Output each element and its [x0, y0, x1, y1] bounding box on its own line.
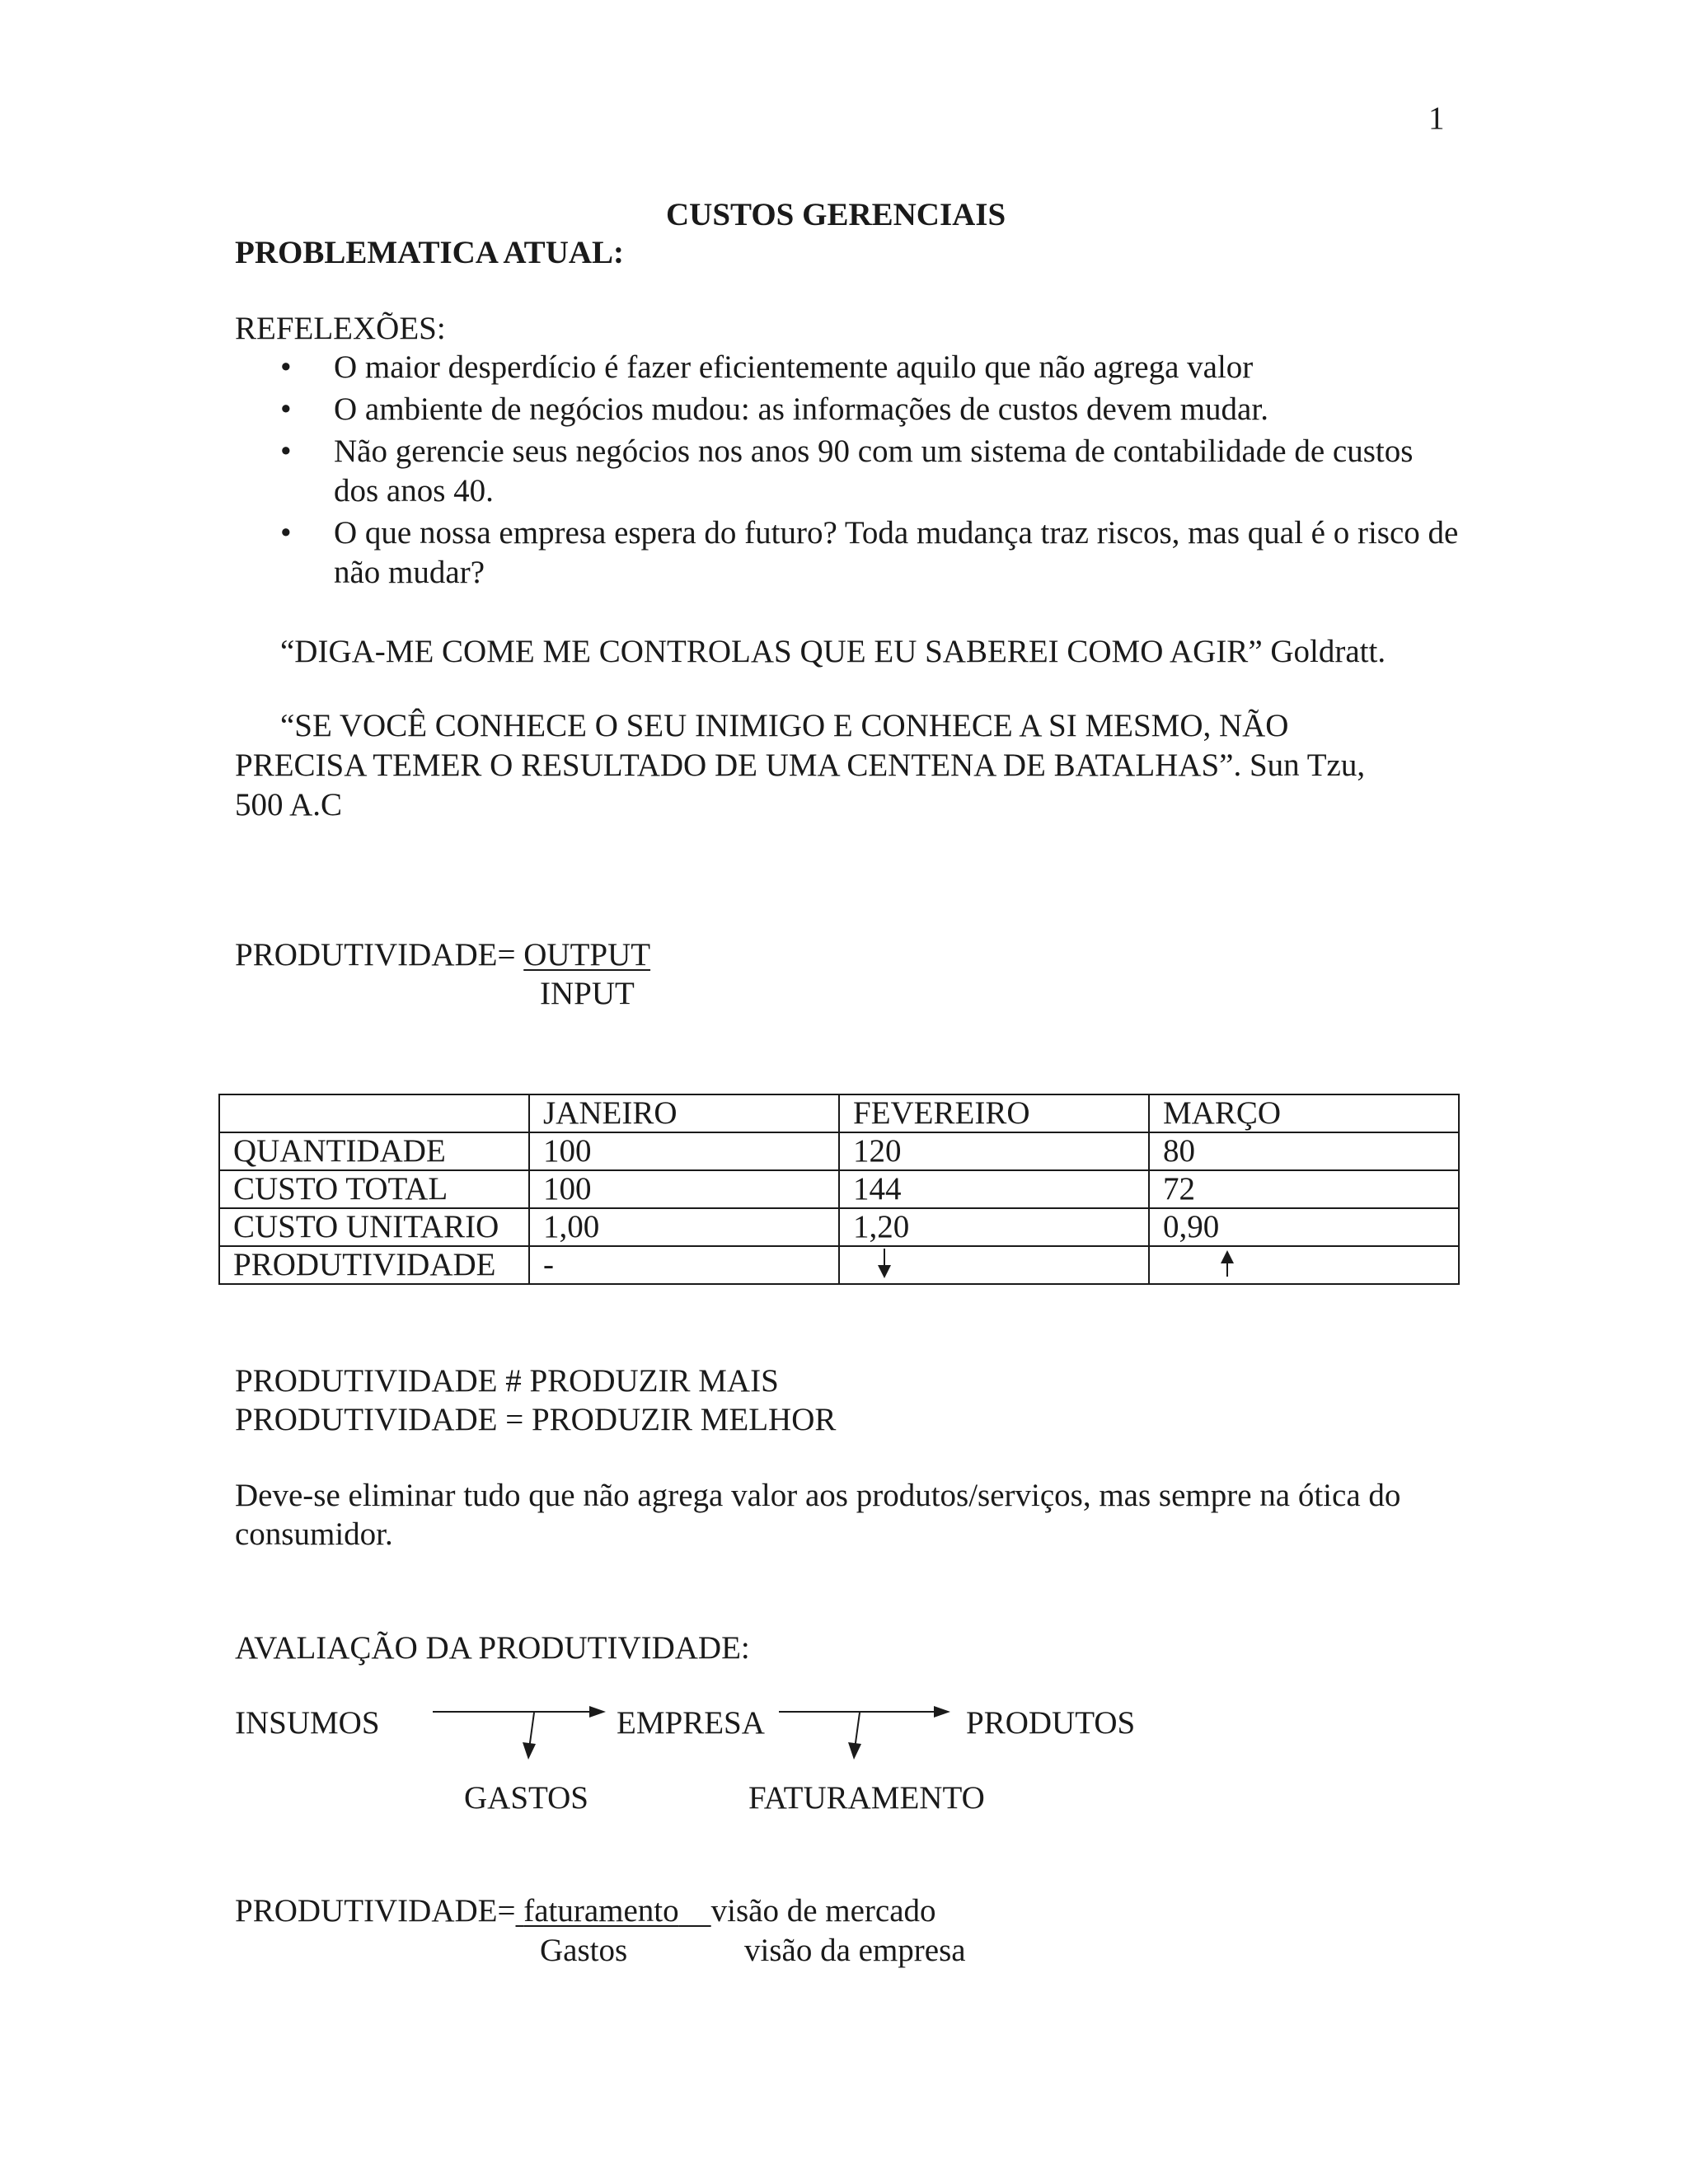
table-cell: 1,00: [529, 1208, 839, 1246]
quote-suntzu-line-1: “SE VOCÊ CONHECE O SEU INIMIGO E CONHECE A SI MESMO, NÃO: [280, 708, 1289, 743]
arrow-right-icon: [433, 1706, 606, 1718]
list-item: • O maior desperdício é fazer eficientemente aquilo que não agrega valor: [280, 348, 1459, 387]
formula-productivity-market: [235, 1891, 936, 1931]
table-cell: 0,90: [1149, 1208, 1459, 1246]
section-subtitle: PROBLEMATICA ATUAL:: [235, 235, 625, 270]
document-title: CUSTOS GERENCIAIS: [666, 197, 1006, 232]
flow-produtos: PRODUTOS: [966, 1705, 1136, 1741]
evaluation-heading: AVALIAÇÃO DA PRODUTIVIDADE:: [235, 1630, 750, 1666]
bullet-icon: •: [280, 515, 292, 551]
flow-gastos: GASTOS: [464, 1780, 588, 1816]
formula2-label: PRODUTIVIDADE=: [235, 1893, 516, 1929]
formula2-denominator: Gastos: [540, 1933, 628, 1968]
table-header-cell: FEVEREIRO: [839, 1094, 1149, 1132]
arrow-down-icon: [523, 1713, 536, 1760]
table-cell: 144: [839, 1170, 1149, 1208]
quote-suntzu-line-2: PRECISA TEMER O RESULTADO DE UMA CENTENA DE BATALHAS”. Sun Tzu,: [235, 748, 1366, 783]
formula-label: PRODUTIVIDADE=: [235, 937, 524, 972]
paragraph-line-1: Deve-se eliminar tudo que não agrega valor aos produtos/serviços, mas sempre na ótica do: [235, 1478, 1401, 1513]
flow-empresa: EMPRESA: [617, 1705, 765, 1741]
formula2-note-bottom: visão da empresa: [744, 1933, 966, 1968]
table-header-cell: MARÇO: [1149, 1094, 1459, 1132]
quote-suntzu-line-3: 500 A.C: [235, 787, 343, 823]
formula-denominator: INPUT: [540, 976, 635, 1011]
list-item: • Não gerencie seus negócios nos anos 90 com um sistema de contabilidade de custos dos anos 40.: [280, 434, 1414, 509]
table-cell: -: [529, 1246, 839, 1284]
paragraph-line-2: consumidor.: [235, 1516, 393, 1552]
bullet-icon: •: [280, 391, 292, 427]
table-cell: PRODUTIVIDADE: [219, 1246, 529, 1284]
table-cell: 72: [1149, 1170, 1459, 1208]
table-cell: CUSTO TOTAL: [219, 1170, 529, 1208]
formula2-note-top: visão de mercado: [710, 1893, 936, 1929]
table-cell: 80: [1149, 1132, 1459, 1170]
list-item: • O que nossa empresa espera do futuro? Toda mudança traz riscos, mas qual é o risco de não mudar?: [280, 515, 1459, 590]
bullet-icon: •: [280, 434, 292, 469]
formula2-numerator: faturamento: [523, 1893, 679, 1929]
statement-produzir-mais: PRODUTIVIDADE # PRODUZIR MAIS: [235, 1363, 779, 1399]
list-item: • O ambiente de negócios mudou: as informações de custos devem mudar.: [280, 390, 1459, 429]
table-cell: 120: [839, 1132, 1149, 1170]
flow-insumos: INSUMOS: [235, 1705, 380, 1741]
arrow-right-icon: [779, 1706, 950, 1718]
table-cell: 100: [529, 1132, 839, 1170]
formula-numerator: OUTPUT: [523, 937, 651, 972]
table-cell: 100: [529, 1170, 839, 1208]
table-cell: 1,20: [839, 1208, 1149, 1246]
page-number: 1: [1428, 101, 1445, 136]
flow-faturamento: FATURAMENTO: [748, 1780, 985, 1816]
bullet-icon: •: [280, 349, 292, 385]
table-cell: CUSTO UNITARIO: [219, 1208, 529, 1246]
reflections-heading: REFELEXÕES:: [235, 311, 446, 346]
table-cell: QUANTIDADE: [219, 1132, 529, 1170]
table-header-cell: JANEIRO: [529, 1094, 839, 1132]
quote-goldratt: “DIGA-ME COME ME CONTROLAS QUE EU SABEREI COMO AGIR” Goldratt.: [280, 634, 1386, 669]
arrow-down-icon: [848, 1713, 861, 1760]
statement-produzir-melhor: PRODUTIVIDADE = PRODUZIR MELHOR: [235, 1402, 837, 1437]
